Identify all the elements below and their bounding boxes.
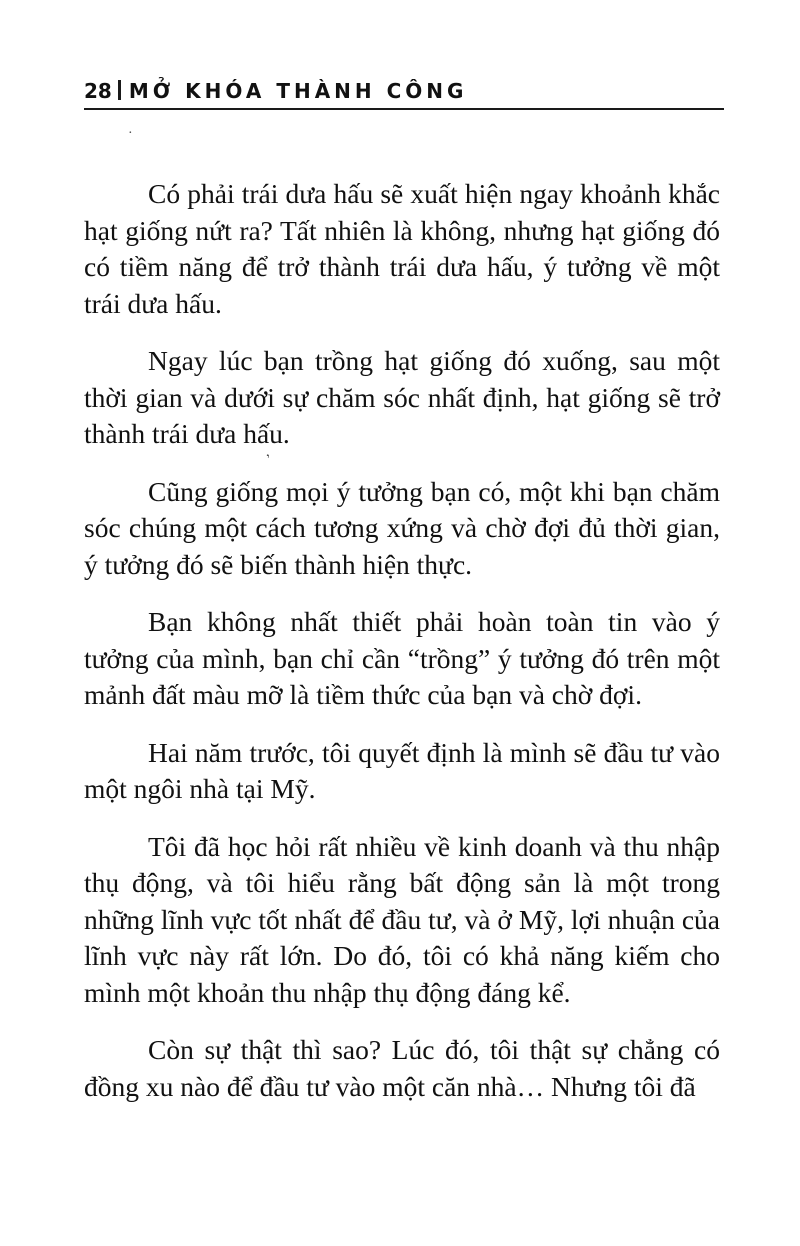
page-body xyxy=(84,176,720,1105)
page-number: 28 xyxy=(84,79,112,103)
paragraph: Cũng giống mọi ý tưởng bạn có, một khi bạn chăm sóc chúng một cách tương xứng và chờ đợi đủ thời gian, ý tưởng đó sẽ biến thành hiện thực. xyxy=(84,475,720,580)
header-separator xyxy=(118,80,121,100)
book-title: MỞ KHÓA THÀNH CÔNG xyxy=(128,79,468,103)
running-header xyxy=(84,76,724,110)
paragraph: Có phải trái dưa hấu sẽ xuất hiện ngay khoảnh khắc hạt giống nứt ra? Tất nhiên là không, nhưng hạt giống đó có tiềm năng để trở thành trái dưa hấu, ý tưởng về một trái dưa hấu. xyxy=(84,178,720,319)
scan-speck: · xyxy=(128,126,133,141)
paragraph: Ngay lúc bạn trồng hạt giống đó xuống, sau một thời gian và dưới sự chăm sóc nhất định, hạt giống sẽ trở thành trái dưa hấu. xyxy=(84,345,720,449)
paragraph: Tôi đã học hỏi rất nhiều về kinh doanh và thu nhập thụ động, và tôi hiểu rằng bất động sản là một trong những lĩnh vực tốt nhất để đầu tư, và ở Mỹ, lợi nhuận của lĩnh vực này rất lớn. Do đó, tôi có khả năng kiếm cho mình một khoản thu nhập thụ động đáng kể. xyxy=(84,830,720,1008)
paragraph: Bạn không nhất thiết phải hoàn toàn tin vào ý tưởng của mình, bạn chỉ cần “trồng” ý tưởng đó trên một mảnh đất màu mỡ là tiềm thức của bạn và chờ đợi. xyxy=(84,606,720,710)
paragraph: Hai năm trước, tôi quyết định là mình sẽ đầu tư vào một ngôi nhà tại Mỹ. xyxy=(84,736,720,804)
scan-mark: ʼ xyxy=(264,451,276,468)
paragraph: Còn sự thật thì sao? Lúc đó, tôi thật sự chẳng có đồng xu nào để đầu tư vào một căn nhà… Nhưng tôi đã xyxy=(84,1034,720,1102)
